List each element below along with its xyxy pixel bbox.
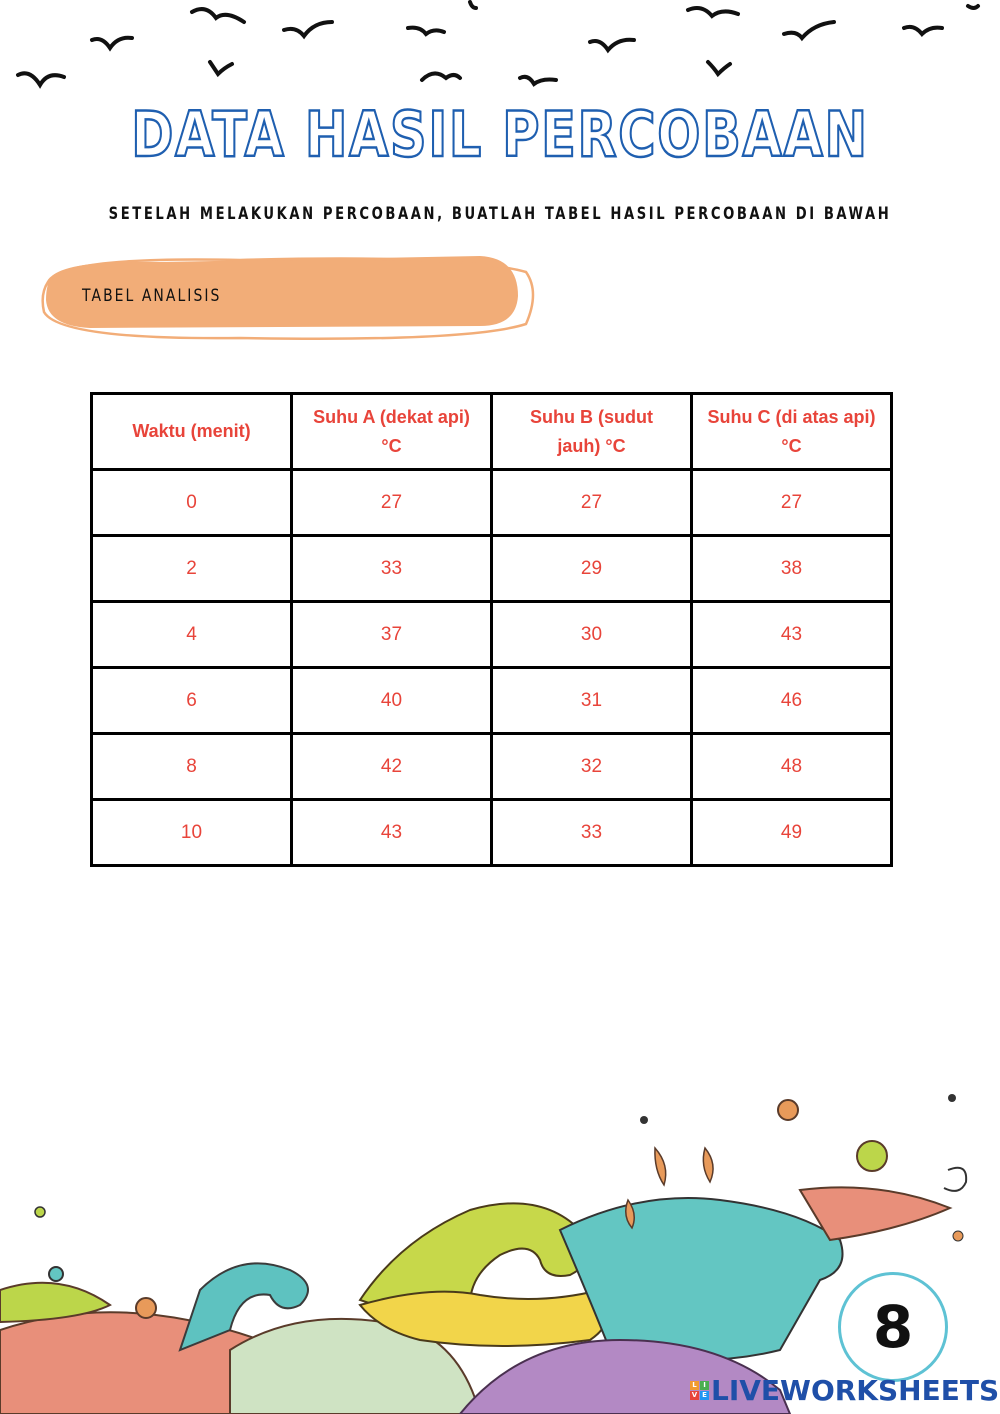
table-row [92, 470, 892, 536]
liveworksheets-brand [690, 1374, 999, 1407]
cell-suhu-b: 32 [492, 734, 692, 800]
cell-suhu-a: 40 [292, 668, 492, 734]
table-row [92, 800, 892, 866]
section-label: TABEL ANALISIS [82, 286, 222, 306]
cell-waktu: 6 [92, 668, 292, 734]
cell-suhu-c: 49 [692, 800, 892, 866]
cell-waktu: 0 [92, 470, 292, 536]
header-waktu: Waktu (menit) [92, 394, 292, 470]
cell-suhu-b: 29 [492, 536, 692, 602]
cell-suhu-c: 46 [692, 668, 892, 734]
table-header-row [92, 394, 892, 470]
cell-suhu-a: 43 [292, 800, 492, 866]
page-title: DATA HASIL PERCOBAAN [131, 98, 869, 171]
cell-suhu-b: 27 [492, 470, 692, 536]
cell-suhu-c: 27 [692, 470, 892, 536]
table-row [92, 734, 892, 800]
cell-waktu: 4 [92, 602, 292, 668]
header-suhu-b: Suhu B (sudut jauh) °C [492, 394, 692, 470]
page-number-badge: 8 [838, 1272, 948, 1382]
cell-suhu-c: 43 [692, 602, 892, 668]
cell-suhu-b: 33 [492, 800, 692, 866]
cell-suhu-a: 33 [292, 536, 492, 602]
cell-suhu-a: 37 [292, 602, 492, 668]
cell-waktu: 8 [92, 734, 292, 800]
cell-waktu: 2 [92, 536, 292, 602]
cell-suhu-c: 38 [692, 536, 892, 602]
cell-suhu-a: 42 [292, 734, 492, 800]
liveworksheets-logo-icon: L I V E [690, 1381, 709, 1400]
cell-suhu-b: 31 [492, 668, 692, 734]
wave-decoration [0, 1090, 1000, 1414]
cell-suhu-b: 30 [492, 602, 692, 668]
table-row [92, 602, 892, 668]
header-suhu-c: Suhu C (di atas api) °C [692, 394, 892, 470]
header-suhu-a: Suhu A (dekat api) °C [292, 394, 492, 470]
table-row [92, 536, 892, 602]
instruction-text: SETELAH MELAKUKAN PERCOBAAN, BUATLAH TABEL HASIL PERCOBAAN DI BAWAH [108, 204, 892, 224]
birds-decoration [0, 0, 1000, 110]
cell-suhu-a: 27 [292, 470, 492, 536]
cell-waktu: 10 [92, 800, 292, 866]
brand-text: LIVEWORKSHEETS [711, 1374, 1000, 1407]
table-row [92, 668, 892, 734]
analysis-table [90, 392, 893, 867]
cell-suhu-c: 48 [692, 734, 892, 800]
